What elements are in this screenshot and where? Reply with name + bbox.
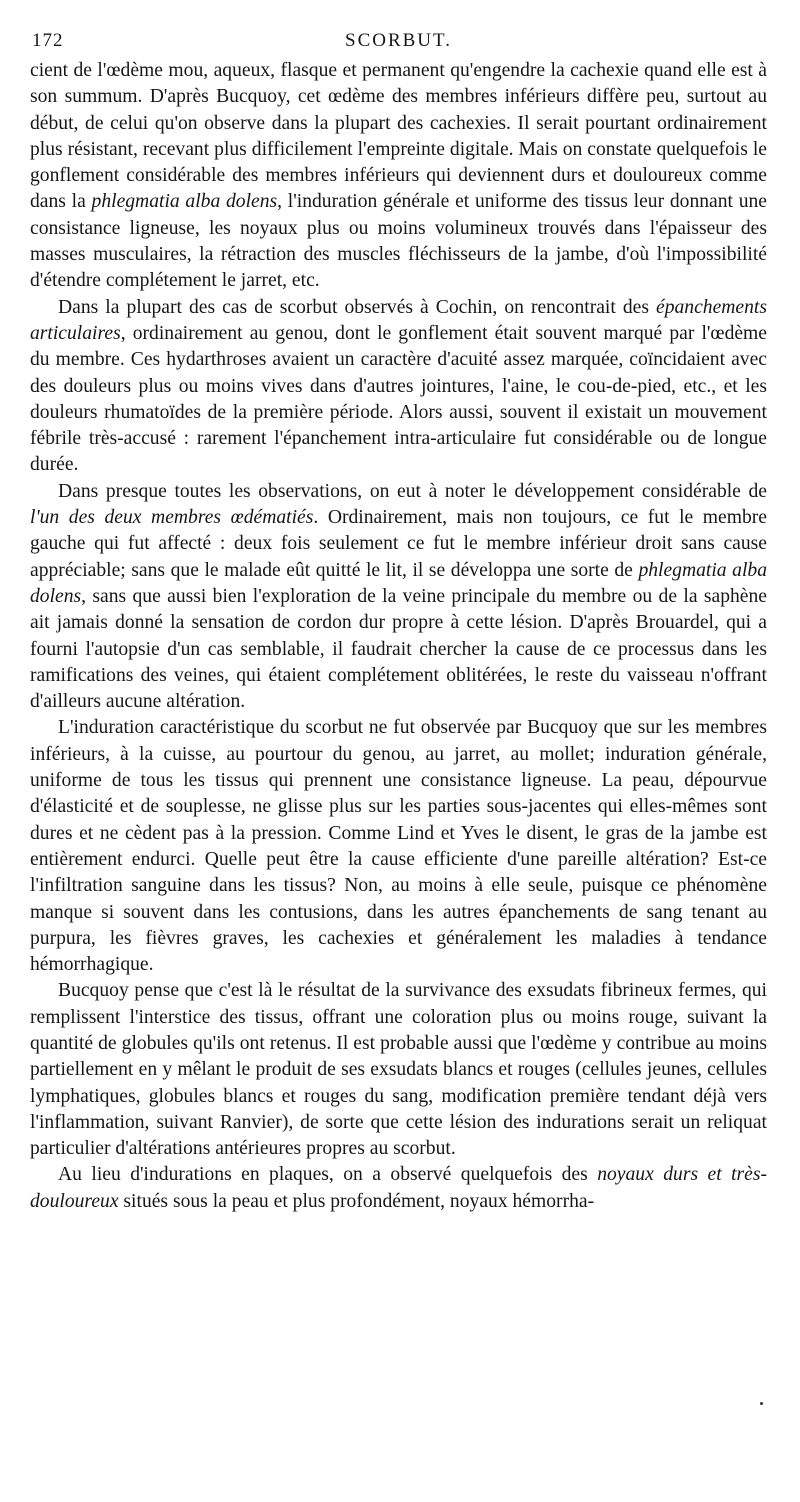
italic-phrase: noyaux durs et très-douloureux: [30, 1164, 767, 1212]
page-number: 172: [32, 30, 64, 51]
text-run: Bucquoy pense que c'est là le résultat de la survivance des exsudats fibrineux fermes, qui remplissent l'interstice des tissus, offrant une coloration plus ou moins rouge, suivant la quantité de globules qu'ils ont retenus. Il est probable aussi que l'œdème y contribue au moins partiellement en y mêlant le produit de ses exsudats blancs et rouges (cellules jeunes, cellules lymphatiques, globules blancs et rouges du sang, modification première tendant déjà vers l'inflammation, suivant Ranvier), de sorte que cette lésion des indurations serait un reliquat particulier d'altérations antérieures propres au scorbut.: [30, 980, 767, 1160]
text-run: , ordinairement au genou, dont le gonflement était souvent marqué par l'œdème du membre. Ces hydarthroses avaient un caractère d'acuité assez marquée, coïncidaient avec des douleurs plus ou moins vives dans d'autres jointures, l'aine, le cou-de-pied, etc., et les douleurs rhumatoïdes de la première période. Alors aussi, souvent il existait un mouvement fébrile très-accusé : rarement l'épanchement intra-articulaire fut considérable ou de longue durée.: [30, 322, 767, 476]
text-run: L'induration caractéristique du scorbut ne fut observée par Bucquoy que sur les membres inférieurs, à la cuisse, au pourtour du genou, au jarret, au mollet; induration générale, uniforme de tous les tissus qui prennent une consistance ligneuse. La peau, dépourvue d'élasticité et de souplesse, ne glisse plus sur les parties sous-jacentes qui elles-mêmes sont dures et ne cèdent pas à la pression. Comme Lind et Yves le disent, le gras de la jambe est entièrement endurci. Quelle peut être la cause efficiente d'une pareille altération? Est-ce l'infiltration sanguine dans les tissus? Non, au moins à elle seule, puisque ce phénomène manque si souvent dans les contusions, dans les autres épanchements de sang tenant au purpura, les fièvres graves, les cachexies et généralement les maladies à tendance hémorrhagique.: [30, 717, 767, 976]
page-body: [30, 58, 767, 1215]
paragraph: [30, 58, 767, 295]
italic-phrase: l'un des deux membres œdématiés: [30, 507, 314, 529]
paragraph: [30, 715, 767, 978]
scan-specks: [60, 1462, 740, 1468]
text-run: Dans presque toutes les observations, on eut à noter le développement considérable de: [58, 480, 767, 502]
paragraph: [30, 295, 767, 479]
text-run: cient de l'œdème mou, aqueux, flasque et permanent qu'engendre la cachexie quand elle est à son summum. D'après Bucquoy, cet œdème des membres inférieurs diffère peu, surtout au début, de celui qu'on observe dans la plupart des cachexies. Il serait pourtant ordinairement plus résistant, recevant plus difficilement l'empreinte digitale. Mais on constate quelquefois le gonflement considérable des membres inférieurs qui deviennent durs et douloureux comme dans la: [30, 60, 767, 213]
book-page: [30, 26, 767, 1215]
text-run: situés sous la peau et plus profondément, noyaux hémorrha-: [118, 1190, 595, 1212]
text-run: Au lieu d'indurations en plaques, on a observé quelquefois des: [58, 1164, 598, 1186]
text-run: , l'induration générale et uniforme des tissus leur donnant une consistance ligneuse, les noyaux plus ou moins volumineux trouvés dans l'épaisseur des masses musculaires, la rétraction des muscles fléchisseurs de la jambe, d'où l'impossibilité d'étendre complétement le jarret, etc.: [30, 191, 768, 292]
running-title: SCORBUT.: [345, 30, 452, 51]
text-run: , sans que aussi bien l'exploration de la veine principale du membre ou de la saphène ait jamais donné la sensation de cordon dur propre à cette lésion. D'après Brouardel, qui a fourni l'autopsie d'un cas semblable, il faudrait chercher la cause de ce processus dans les ramifications des veines, qui étaient complétement oblitérées, le reste du vaisseau n'offrant d'ailleurs aucune altération.: [30, 585, 767, 713]
text-run: . Ordinairement, mais non toujours, ce fut le membre gauche qui fut affecté : deux fois seulement ce fut le membre inférieur droit sans cause appréciable; sans que le malade eût quitté le lit, il se développa une sorte de: [30, 507, 767, 581]
paragraph: [30, 479, 767, 716]
italic-phrase: phlegmatia alba dolens: [30, 559, 767, 607]
italic-phrase: phlegmatia alba dolens: [91, 191, 278, 213]
running-header: [30, 26, 767, 56]
paragraph: [30, 978, 767, 1162]
italic-phrase: épanchements articulaires: [30, 296, 767, 344]
text-run: Dans la plupart des cas de scorbut observés à Cochin, on rencontrait des: [58, 296, 656, 318]
paragraph: [30, 1162, 767, 1215]
